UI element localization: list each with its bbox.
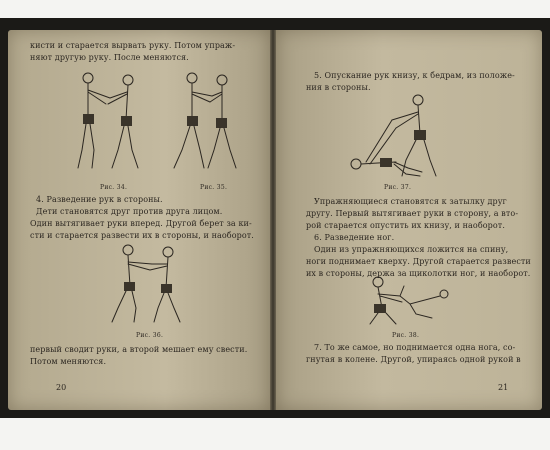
text-line: гнутая в колене. Другой, упираясь одной рукой в <box>306 355 521 364</box>
figure-35-illustration <box>170 68 250 178</box>
text-line: Упражняющиеся становятся к затылку друг <box>314 197 507 206</box>
text-line: их в стороны, держа за щиколотки ног, и наоборот. <box>306 269 531 278</box>
figure-37-illustration <box>336 92 446 180</box>
text-line: ния в стороны. <box>306 83 371 92</box>
text-line: другу. Первый вытягивает руки в сторону, а вто- <box>306 209 519 218</box>
figure-36-caption: Рис. 36. <box>136 332 164 339</box>
text-line: 5. Опускание рук книзу, к бедрам, из положе- <box>314 71 515 80</box>
text-line: первый сводит руки, а второй мешает ему свести. <box>30 345 248 354</box>
text-line: сти и старается развести их в стороны, и наоборот. <box>30 231 254 240</box>
figure-36-illustration <box>104 242 194 326</box>
text-line: Дети становятся друг против друга лицом. <box>36 207 223 216</box>
text-line: няют другую руку. После меняются. <box>30 53 189 62</box>
page-number: 20 <box>56 383 67 392</box>
open-book <box>8 30 542 414</box>
text-line: Один из упражняющихся ложится на спину, <box>314 245 509 254</box>
page-number: 21 <box>498 383 509 392</box>
figure-38-illustration <box>360 274 450 328</box>
text-line: ноги поднимает кверху. Другой старается развести <box>306 257 531 266</box>
figure-35-caption: Рис. 35. <box>200 184 228 191</box>
text-line: рой старается опустить их книзу, и наоборот. <box>306 221 505 230</box>
left-page <box>8 30 270 410</box>
figure-34-illustration <box>70 68 150 178</box>
text-line: Потом меняются. <box>30 357 107 366</box>
text-line: Один вытягивает руки вперед. Другой берет за ки- <box>30 219 252 228</box>
text-line: 7. То же самое, но поднимается одна нога, со- <box>314 343 516 352</box>
figure-37-caption: Рис. 37. <box>384 184 412 191</box>
text-line: 4. Разведение рук в стороны. <box>36 195 163 204</box>
text-line: 6. Разведение ног. <box>314 233 395 242</box>
text-line: кисти и старается вырвать руку. Потом упраж- <box>30 41 236 50</box>
right-page <box>276 30 542 410</box>
figure-38-caption: Рис. 38. <box>392 332 420 339</box>
figure-34-caption: Рис. 34. <box>100 184 128 191</box>
